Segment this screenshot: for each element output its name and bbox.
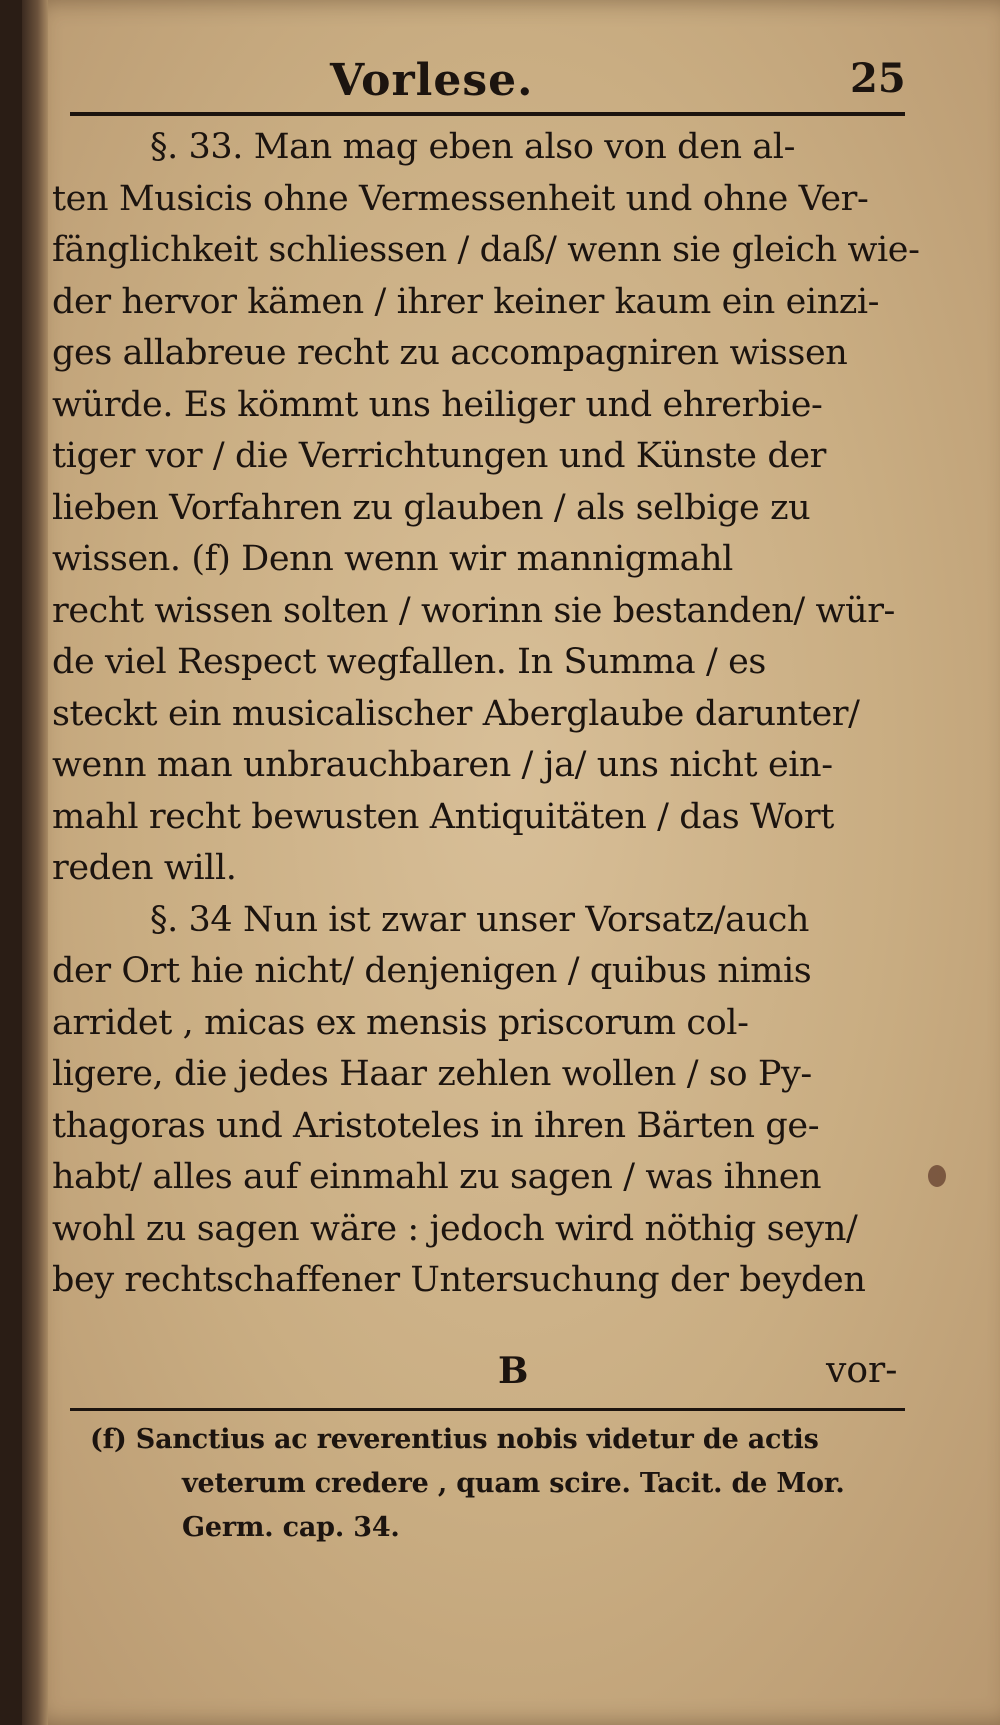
text-line: arridet , micas ex mensis priscorum col-	[52, 1002, 749, 1043]
text-line: recht wissen solten / worinn sie bestanden/ wür-	[52, 590, 895, 631]
text-line: habt/ alles auf einmahl zu sagen / was ihnen	[52, 1157, 822, 1197]
ink-smudge	[928, 1165, 946, 1187]
text-line: der hervor kämen / ihrer keiner kaum ein einzi-	[52, 281, 880, 322]
text-line: thagoras und Aristoteles in ihren Bärten ge-	[52, 1105, 820, 1146]
footnote-line: Germ. cap. 34.	[182, 1512, 400, 1543]
signature-mark: B	[498, 1350, 529, 1392]
page-number: 25	[850, 55, 906, 102]
text-line: wohl zu sagen wäre : jedoch wird nöthig seyn/	[52, 1208, 858, 1249]
catchword: vor-	[826, 1350, 898, 1391]
book-spine	[22, 0, 48, 1725]
footnote-rule	[70, 1408, 905, 1411]
running-head	[0, 55, 1000, 115]
header-rule	[70, 112, 905, 116]
text-line: tiger vor / die Verrichtungen und Künste der	[52, 436, 826, 476]
text-line: steckt ein musicalischer Aberglaube darunter/	[52, 693, 860, 734]
text-line: der Ort hie nicht/ denjenigen / quibus nimis	[52, 951, 812, 991]
text-line: fänglichkeit schliessen / daß/ wenn sie gleich wie-	[52, 230, 920, 270]
text-line: reden will.	[52, 848, 237, 888]
running-head-title: Vorlese.	[330, 55, 534, 106]
text-line: de viel Respect wegfallen. In Summa / es	[52, 642, 766, 682]
footnotes	[90, 1418, 920, 1550]
text-line: ligere, die jedes Haar zehlen wollen / so Py-	[52, 1054, 812, 1094]
text-line: ges allabreue recht zu accompagniren wissen	[52, 333, 848, 373]
body-text	[52, 122, 922, 1307]
text-line: würde. Es kömmt uns heiliger und ehrerbie-	[52, 384, 823, 425]
text-line: §. 34 Nun ist zwar unser Vorsatz/auch	[150, 899, 810, 940]
text-line: lieben Vorfahren zu glauben / als selbige zu	[52, 487, 811, 528]
text-line: mahl recht bewusten Antiquitäten / das Wort	[52, 796, 834, 837]
text-line: ten Musicis ohne Vermessenheit und ohne Ver-	[52, 178, 869, 219]
text-line: §. 33. Man mag eben also von den al-	[150, 127, 795, 167]
footnote-line: (f) Sanctius ac reverentius nobis videtur de actis	[90, 1424, 819, 1455]
text-line: bey rechtschaffener Untersuchung der beyden	[52, 1260, 866, 1300]
text-line: wissen. (f) Denn wenn wir mannigmahl	[52, 539, 733, 579]
text-line: wenn man unbrauchbaren / ja/ uns nicht ein-	[52, 745, 833, 785]
footnote-line: veterum credere , quam scire. Tacit. de Mor.	[182, 1468, 845, 1499]
